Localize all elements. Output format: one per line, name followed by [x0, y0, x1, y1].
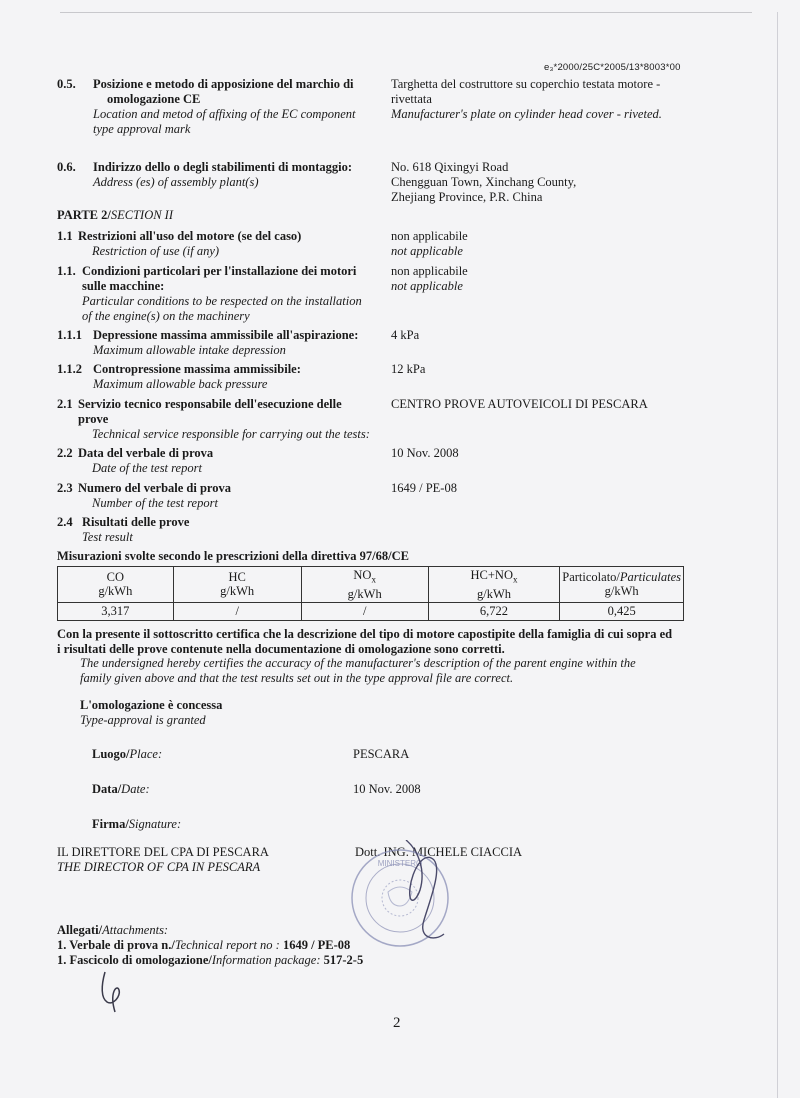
cert-it-2: i risultati delle prove contenute nella documentazione di omologazione sono corretti.	[57, 642, 505, 656]
part2-heading	[57, 208, 173, 223]
s21-label-it-1: Servizio tecnico responsabile dell'esecuzione delle	[78, 397, 342, 411]
attachment-1	[57, 938, 350, 953]
s11-number: 1.1	[57, 229, 73, 243]
s22-label-en: Date of the test report	[92, 461, 202, 475]
s05-label-it-2: omologazione CE	[107, 92, 201, 106]
s24-number: 2.4	[57, 515, 73, 529]
header-nox-unit: g/kWh	[347, 586, 382, 601]
s06-number: 0.6.	[57, 160, 76, 174]
part2-en: SECTION II	[110, 208, 174, 222]
signature-label-en: Signature:	[128, 817, 182, 831]
s05-label-en-2: type approval mark	[93, 122, 191, 136]
header-co	[58, 567, 174, 603]
signature-label	[92, 817, 181, 832]
date-value: 10 Nov. 2008	[353, 782, 421, 796]
s22-number: 2.2	[57, 446, 73, 460]
attachments-label	[57, 923, 168, 938]
s22-label-it: Data del verbale di prova	[78, 446, 214, 460]
header-hcnox	[428, 567, 560, 603]
s23-label-en: Number of the test report	[92, 496, 218, 510]
s05-number: 0.5.	[57, 77, 76, 91]
s11b-label-it-2: sulle macchine:	[82, 279, 165, 293]
page-edge-top	[60, 12, 752, 13]
header-hcnox-unit: g/kWh	[476, 586, 511, 601]
header-hcnox-sub: x	[512, 574, 518, 585]
results-table	[57, 566, 684, 621]
s11-value	[391, 229, 468, 259]
s111-label	[93, 328, 388, 358]
header-nox-name	[304, 568, 426, 587]
s11b-value	[391, 264, 468, 294]
s11-label-en: Restriction of use (if any)	[92, 244, 220, 258]
header-hc	[173, 567, 301, 603]
date-label	[92, 782, 150, 797]
s111-value: 4 kPa	[391, 328, 420, 342]
s05-value	[391, 77, 691, 122]
page-edge-right	[777, 12, 778, 1098]
s24-label	[82, 515, 382, 545]
s23-value: 1649 / PE-08	[391, 481, 457, 495]
value-nox: /	[301, 602, 428, 620]
attachments-label-en: Attachments:	[102, 923, 169, 937]
date-label-en: Date:	[121, 782, 150, 796]
granted	[80, 698, 222, 728]
s24-label-it: Risultati delle prove	[82, 515, 190, 529]
attachment-2	[57, 953, 363, 968]
s23-label-it: Numero del verbale di prova	[78, 481, 232, 495]
measure-heading: Misurazioni svolte secondo le prescrizioni della direttiva 97/68/CE	[57, 549, 409, 563]
s06-address-2: Chengguan Town, Xinchang County,	[391, 175, 577, 189]
header-particulates-it: Particolato/	[562, 570, 620, 585]
value-particulates: 0,425	[560, 602, 684, 620]
attachment-2-value: 517-2-5	[323, 953, 364, 967]
s21-label	[78, 397, 383, 442]
s11b-label	[82, 264, 392, 324]
s112-value: 12 kPa	[391, 362, 426, 376]
s06-address-1: No. 618 Qixingyi Road	[391, 160, 509, 174]
s06-label-it: Indirizzo dello o degli stabilimenti di montaggio:	[93, 160, 353, 174]
header-approval-ref: e₃*2000/25C*2005/13*8003*00	[544, 62, 681, 73]
place-label	[92, 747, 162, 762]
s11-label-it: Restrizioni all'uso del motore (se del caso)	[78, 229, 302, 243]
s112-label	[93, 362, 388, 392]
place-label-it: Luogo/	[92, 747, 130, 761]
header-particulates-en: Particulates	[619, 570, 681, 585]
header-hc-name: HC	[228, 570, 246, 585]
date-label-it: Data/	[92, 782, 122, 796]
s23-number: 2.3	[57, 481, 73, 495]
cert-en-1: The undersigned hereby certifies the accuracy of the manufacturer's description of the parent engine within the	[80, 656, 636, 670]
signatory-name: Dott. ING. MICHELE CIACCIA	[355, 845, 523, 859]
s05-label-it-1: Posizione e metodo di apposizione del marchio di	[93, 77, 354, 91]
header-hcnox-base: HC+NO	[470, 568, 513, 582]
granted-it: L'omologazione è concessa	[80, 698, 223, 712]
value-hcnox: 6,722	[428, 602, 560, 620]
s06-address-3: Zhejiang Province, P.R. China	[391, 190, 543, 204]
s06-label	[93, 160, 383, 190]
header-particulates	[560, 567, 684, 603]
s11b-value-en: not applicable	[391, 279, 463, 293]
s05-value-en: Manufacturer's plate on cylinder head cover - riveted.	[391, 107, 662, 121]
header-hcnox-name	[431, 568, 558, 587]
s11b-label-it-1: Condizioni particolari per l'installazione dei motori	[82, 264, 357, 278]
s24-label-en: Test result	[82, 530, 133, 544]
header-nox	[301, 567, 428, 603]
s111-label-en: Maximum allowable intake depression	[93, 343, 286, 357]
s11-value-it: non applicabile	[391, 229, 468, 243]
header-nox-base: NO	[353, 568, 372, 582]
s112-number: 1.1.2	[57, 362, 82, 376]
handwritten-signature	[406, 840, 444, 938]
header-co-name: CO	[106, 570, 125, 585]
s11b-number: 1.1.	[57, 264, 76, 278]
attachment-2-en: Information package:	[211, 953, 324, 967]
s21-value: CENTRO PROVE AUTOVEICOLI DI PESCARA	[391, 397, 648, 411]
official-stamp	[338, 840, 478, 950]
attachment-2-it: 1. Fascicolo di omologazione/	[57, 953, 212, 967]
s05-value-it-2: rivettata	[391, 92, 432, 106]
place-value: PESCARA	[353, 747, 410, 761]
page-number: 2	[393, 1015, 401, 1031]
s112-label-it: Contropressione massima ammissibile:	[93, 362, 301, 376]
s21-number: 2.1	[57, 397, 73, 411]
granted-en: Type-approval is granted	[80, 713, 206, 727]
s11-label	[78, 229, 388, 259]
place-label-en: Place:	[129, 747, 163, 761]
s21-label-it-2: prove	[78, 412, 109, 426]
director-it: IL DIRETTORE DEL CPA DI PESCARA	[57, 845, 269, 859]
value-hc: /	[173, 602, 301, 620]
attachment-1-en: Technical report no :	[174, 938, 283, 952]
s22-value: 10 Nov. 2008	[391, 446, 459, 460]
s112-label-en: Maximum allowable back pressure	[93, 377, 268, 391]
s11-value-en: not applicable	[391, 244, 463, 258]
cert-en	[80, 656, 690, 686]
cert-it-1: Con la presente il sottoscritto certifica che la descrizione del tipo di motore capostipite della famiglia di cui sopra ed	[57, 627, 673, 641]
header-co-unit: g/kWh	[98, 584, 133, 599]
handwritten-initial	[95, 968, 135, 1018]
s06-address	[391, 160, 691, 205]
signature-label-it: Firma/	[92, 817, 129, 831]
header-particulates-unit: g/kWh	[604, 584, 639, 599]
director-en: THE DIRECTOR OF CPA IN PESCARA	[57, 860, 261, 874]
attachment-1-value: 1649 / PE-08	[282, 938, 351, 952]
s11b-label-en-1: Particular conditions to be respected on the installation	[82, 294, 362, 308]
s11b-value-it: non applicabile	[391, 264, 468, 278]
attachment-1-it: 1. Verbale di prova n./	[57, 938, 175, 952]
header-particulates-name	[562, 570, 681, 584]
header-hc-unit: g/kWh	[220, 584, 255, 599]
s05-value-it-1: Targhetta del costruttore su coperchio testata motore -	[391, 77, 661, 91]
s05-label	[93, 77, 383, 137]
cert-it	[57, 627, 692, 657]
cert-en-2: family given above and that the test results set out in the type approval file are correct.	[80, 671, 514, 685]
s111-label-it: Depressione massima ammissibile all'aspirazione:	[93, 328, 359, 342]
header-nox-sub: x	[371, 574, 376, 585]
s06-label-en: Address (es) of assembly plant(s)	[93, 175, 259, 189]
director	[57, 845, 269, 875]
value-co: 3,317	[58, 602, 174, 620]
s05-label-en-1: Location and metod of affixing of the EC component	[93, 107, 356, 121]
attachments-label-it: Allegati/	[57, 923, 103, 937]
stamp-text: MINISTERO	[377, 859, 423, 868]
results-value-row	[58, 602, 684, 620]
s21-label-en: Technical service responsible for carrying out the tests:	[92, 427, 370, 441]
results-header-row	[58, 567, 684, 603]
s111-number: 1.1.1	[57, 328, 82, 342]
part2-it: PARTE 2/	[57, 208, 111, 222]
s11b-label-en-2: of the engine(s) on the machinery	[82, 309, 250, 323]
s23-label	[78, 481, 378, 511]
s22-label	[78, 446, 378, 476]
